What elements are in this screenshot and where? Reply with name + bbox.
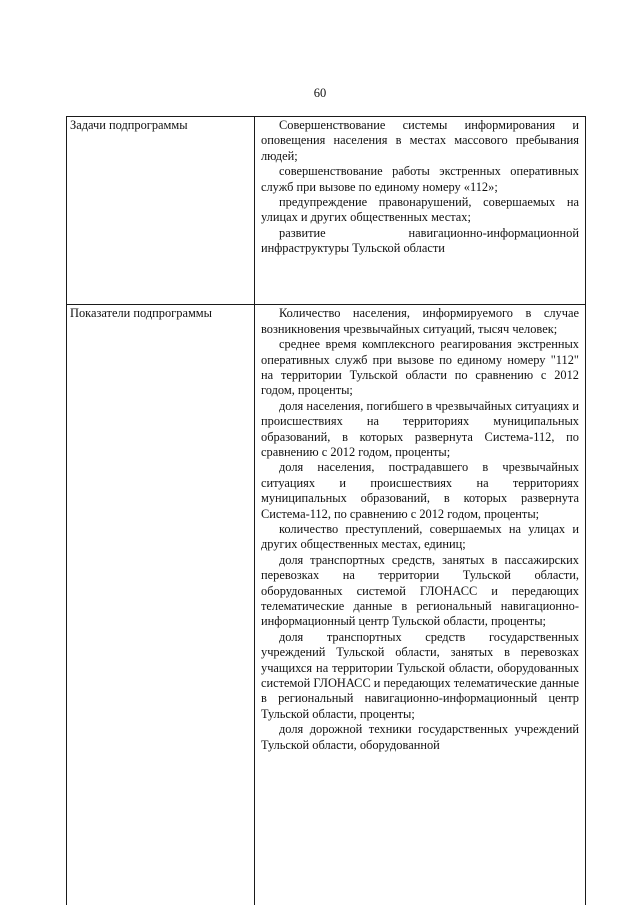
tasks-paragraph: предупреждение правонарушений, совершаемых на улицах и других общественных местах; (261, 195, 579, 225)
indicators-paragraph: среднее время комплексного реагирования экстренных оперативных служб при вызове по единому номеру "112" на территории Тульской области по сравнению с 2012 годом, проценты; (261, 337, 579, 398)
indicators-label: Показатели подпрограммы (67, 305, 255, 905)
tasks-paragraph: Совершенствование системы информирования и оповещения населения в местах массового пребывания людей; (261, 118, 579, 163)
indicators-paragraph: доля населения, погибшего в чрезвычайных ситуациях и происшествиях на территориях муниципальных образований, в которых развернута Система-112, по сравнению с 2012 годом, проценты; (261, 398, 579, 459)
page-number: 60 (313, 86, 327, 100)
indicators-paragraph: доля транспортных средств, занятых в пассажирских перевозках на территории Тульской области, оборудованных системой ГЛОНАСС и передающих телематические данные в региональный навигационно-информационный центр Тульской области, проценты; (261, 552, 579, 629)
tasks-paragraph: совершенствование работы экстренных оперативных служб при вызове по единому номеру «112»; (261, 164, 579, 194)
table-row-tasks (67, 117, 586, 305)
indicators-paragraph: Количество населения, информируемого в случае возникновения чрезвычайных ситуаций, тысяч человек; (261, 306, 579, 336)
tasks-label: Задачи подпрограммы (67, 117, 255, 305)
subprogram-passport-table (66, 116, 586, 905)
indicators-paragraph: доля транспортных средств государственных учреждений Тульской области, занятых в перевозках учащихся на территории Тульской области, оборудованных системой ГЛОНАСС и передающих телематические данные в региональный навигационно-информационный центр Тульской области, проценты; (261, 629, 579, 721)
indicators-paragraph: количество преступлений, совершаемых на улицах и других общественных местах, единиц; (261, 522, 579, 552)
indicators-paragraph: доля населения, пострадавшего в чрезвычайных ситуациях и происшествиях на территориях муниципальных образований, в которых развернута Система-112, по сравнению с 2012 годом, проценты; (261, 460, 579, 521)
indicators-paragraph: доля дорожной техники государственных учреждений Тульской области, оборудованной (261, 722, 579, 752)
tasks-content (255, 117, 586, 305)
indicators-content (255, 305, 586, 905)
table-row-indicators (67, 305, 586, 905)
tasks-paragraph: развитие навигационно-информационной инфраструктуры Тульской области (261, 225, 579, 256)
